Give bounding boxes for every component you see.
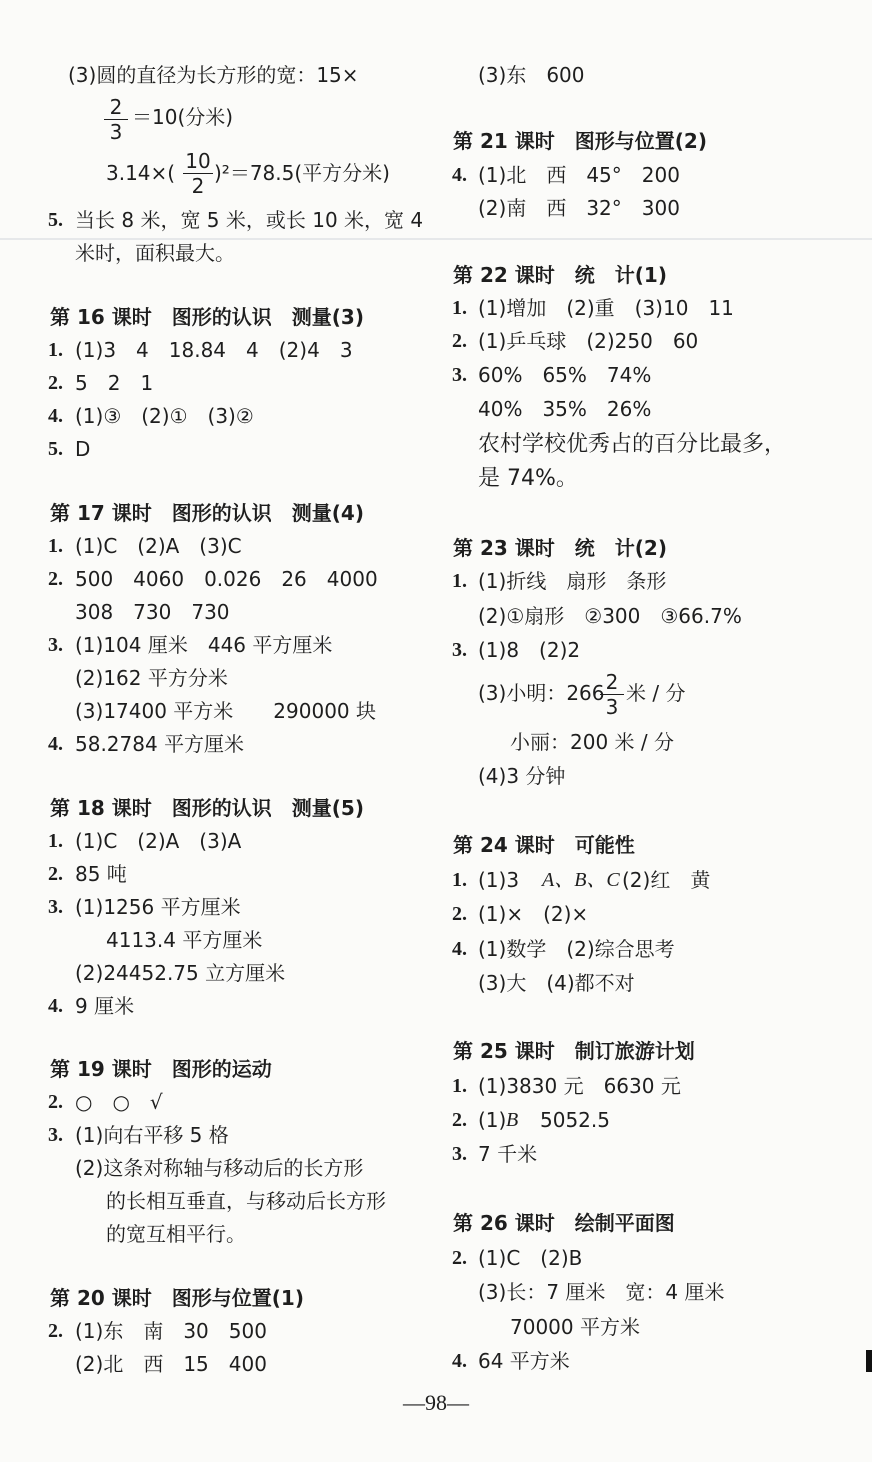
- answer-line: 的宽互相平行。: [106, 1222, 246, 1246]
- page-number: —98—: [403, 1390, 469, 1415]
- lesson-heading-23: 第 23 课时 统 计(2): [453, 536, 667, 560]
- answer-line: (1)104 厘米 446 平方厘米: [75, 633, 333, 657]
- question-number: 2.: [452, 1109, 467, 1131]
- question-number: 2.: [48, 1320, 63, 1342]
- answer-line: (1)向右平移 5 格: [75, 1123, 229, 1147]
- answer-line: 40% 35% 26%: [478, 397, 652, 421]
- lesson-heading-16: 第 16 课时 图形的认识 测量(3): [50, 305, 364, 329]
- answer-line: 500 4060 0.026 26 4000: [75, 567, 378, 591]
- answer-line: (1)C (2)A (3)A: [75, 829, 242, 853]
- question-number: 2.: [48, 1091, 63, 1113]
- question-number: 3.: [48, 634, 63, 656]
- lesson-heading-18: 第 18 课时 图形的认识 测量(5): [50, 796, 364, 820]
- answer-line: (4)3 分钟: [478, 764, 566, 788]
- question-number: 4.: [452, 164, 467, 186]
- question-number: 2.: [48, 863, 63, 885]
- question-number: 2.: [48, 372, 63, 394]
- answer-line: 5 2 1: [75, 371, 154, 395]
- fraction-numerator: 10: [185, 149, 211, 173]
- fraction: [104, 96, 128, 143]
- answer-line: (2)北 西 15 400: [75, 1352, 267, 1376]
- answer-line: 是 74%。: [478, 466, 578, 491]
- answer-line: (3)大 (4)都不对: [478, 971, 635, 995]
- question-number: 4.: [452, 938, 467, 960]
- question-number: 5.: [48, 209, 63, 231]
- lesson-heading-24: 第 24 课时 可能性: [453, 833, 635, 857]
- answer-line: (1)数学 (2)综合思考: [478, 937, 675, 961]
- answer-line: (1)折线 扇形 条形: [478, 569, 667, 593]
- answer-line: )²＝78.5(平方分米): [214, 161, 390, 185]
- question-number: 3.: [452, 639, 467, 661]
- answer-line: (1)北 西 45° 200: [478, 163, 680, 187]
- answer-line: (1)C (2)A (3)C: [75, 534, 242, 558]
- answer-line: 米时，面积最大。: [75, 241, 235, 265]
- question-number: 1.: [452, 570, 467, 592]
- fraction-denominator: 3: [605, 695, 619, 719]
- question-number: 4.: [48, 733, 63, 755]
- answer-line: (2)红 黄: [622, 868, 711, 892]
- answer-line: 58.2784 平方厘米: [75, 732, 245, 756]
- lesson-heading-20: 第 20 课时 图形与位置(1): [50, 1286, 304, 1310]
- answer-line: (1): [478, 1108, 507, 1132]
- answer-line: 4113.4 平方厘米: [106, 928, 263, 952]
- fraction: [600, 671, 624, 718]
- answer-line: (1)3: [478, 868, 520, 892]
- answer-line: (2)①扇形 ②300 ③66.7%: [478, 604, 742, 628]
- answer-line: (1)× (2)×: [478, 902, 589, 926]
- answer-line: 85 吨: [75, 862, 127, 886]
- answer-line: (2)162 平方分米: [75, 666, 228, 690]
- page-edge-mark: [866, 1350, 872, 1372]
- answer-line: 的长相互垂直，与移动后长方形: [106, 1189, 386, 1213]
- question-number: 2.: [452, 1247, 467, 1269]
- answer-line: B: [506, 1109, 519, 1131]
- question-number: 5.: [48, 438, 63, 460]
- question-number: 3.: [452, 1143, 467, 1165]
- answer-line: 64 平方米: [478, 1349, 570, 1373]
- answer-line: 9 厘米: [75, 994, 135, 1018]
- lesson-heading-22: 第 22 课时 统 计(1): [453, 263, 667, 287]
- question-number: 3.: [48, 896, 63, 918]
- answer-line: (2)南 西 32° 300: [478, 196, 680, 220]
- question-number: 4.: [48, 995, 63, 1017]
- answer-line: (1)3830 元 6630 元: [478, 1074, 681, 1098]
- question-number: 2.: [48, 568, 63, 590]
- answer-line: (2)24452.75 立方厘米: [75, 961, 286, 985]
- fraction: [183, 150, 213, 197]
- question-number: 2.: [452, 903, 467, 925]
- answer-line: 308 730 730: [75, 600, 230, 624]
- answer-line: 当长 8 米，宽 5 米，或长 10 米，宽 4: [75, 208, 424, 232]
- lesson-heading-25: 第 25 课时 制订旅游计划: [453, 1039, 695, 1063]
- question-number: 2.: [452, 330, 467, 352]
- fraction-denominator: 3: [109, 120, 123, 144]
- answer-line: 5052.5: [540, 1108, 610, 1132]
- answer-line: 7 千米: [478, 1142, 538, 1166]
- question-number: 1.: [452, 869, 467, 891]
- question-number: 1.: [452, 297, 467, 319]
- fraction-numerator: 2: [109, 95, 123, 119]
- lesson-heading-19: 第 19 课时 图形的运动: [50, 1057, 272, 1081]
- answer-line: (3)长：7 厘米 宽：4 厘米: [478, 1280, 725, 1304]
- answer-line: (1)1256 平方厘米: [75, 895, 241, 919]
- answer-line: (1)乒乓球 (2)250 60: [478, 329, 699, 353]
- answer-line: (1)C (2)B: [478, 1246, 583, 1270]
- answer-line: ＝10(分米): [132, 105, 234, 129]
- answer-line: (1)增加 (2)重 (3)10 11: [478, 296, 734, 320]
- answer-line: A、B、C: [542, 869, 620, 891]
- answer-line: (1)3 4 18.84 4 (2)4 3: [75, 338, 353, 362]
- fraction-numerator: 2: [605, 670, 619, 694]
- answer-line: D: [75, 437, 91, 461]
- answer-line: ○ ○ √: [75, 1090, 163, 1114]
- question-number: 1.: [452, 1075, 467, 1097]
- answer-line: (3)小明：266: [478, 681, 605, 705]
- answer-line: 米 / 分: [626, 681, 686, 705]
- question-number: 1.: [48, 339, 63, 361]
- answer-line: 农村学校优秀占的百分比最多，: [478, 432, 787, 457]
- answer-line: 3.14×(: [106, 161, 176, 185]
- question-number: 1.: [48, 535, 63, 557]
- answer-line: (1)东 南 30 500: [75, 1319, 267, 1343]
- answer-line: 70000 平方米: [510, 1315, 640, 1339]
- answer-line: (3)17400 平方米 290000 块: [75, 699, 377, 723]
- answer-line: (3)圆的直径为长方形的宽：15×: [68, 63, 359, 87]
- question-number: 1.: [48, 830, 63, 852]
- lesson-heading-17: 第 17 课时 图形的认识 测量(4): [50, 501, 364, 525]
- answer-line: (1)③ (2)① (3)②: [75, 404, 254, 428]
- answer-line: (1)8 (2)2: [478, 638, 581, 662]
- question-number: 4.: [48, 405, 63, 427]
- answer-line: (2)这条对称轴与移动后的长方形: [75, 1156, 364, 1180]
- lesson-heading-21: 第 21 课时 图形与位置(2): [453, 129, 707, 153]
- answer-line: 小丽：200 米 / 分: [510, 730, 674, 754]
- question-number: 3.: [48, 1124, 63, 1146]
- answer-line: (3)东 600: [478, 63, 585, 87]
- answer-line: 60% 65% 74%: [478, 363, 652, 387]
- question-number: 4.: [452, 1350, 467, 1372]
- question-number: 3.: [452, 364, 467, 386]
- fraction-denominator: 2: [191, 174, 205, 198]
- lesson-heading-26: 第 26 课时 绘制平面图: [453, 1211, 675, 1235]
